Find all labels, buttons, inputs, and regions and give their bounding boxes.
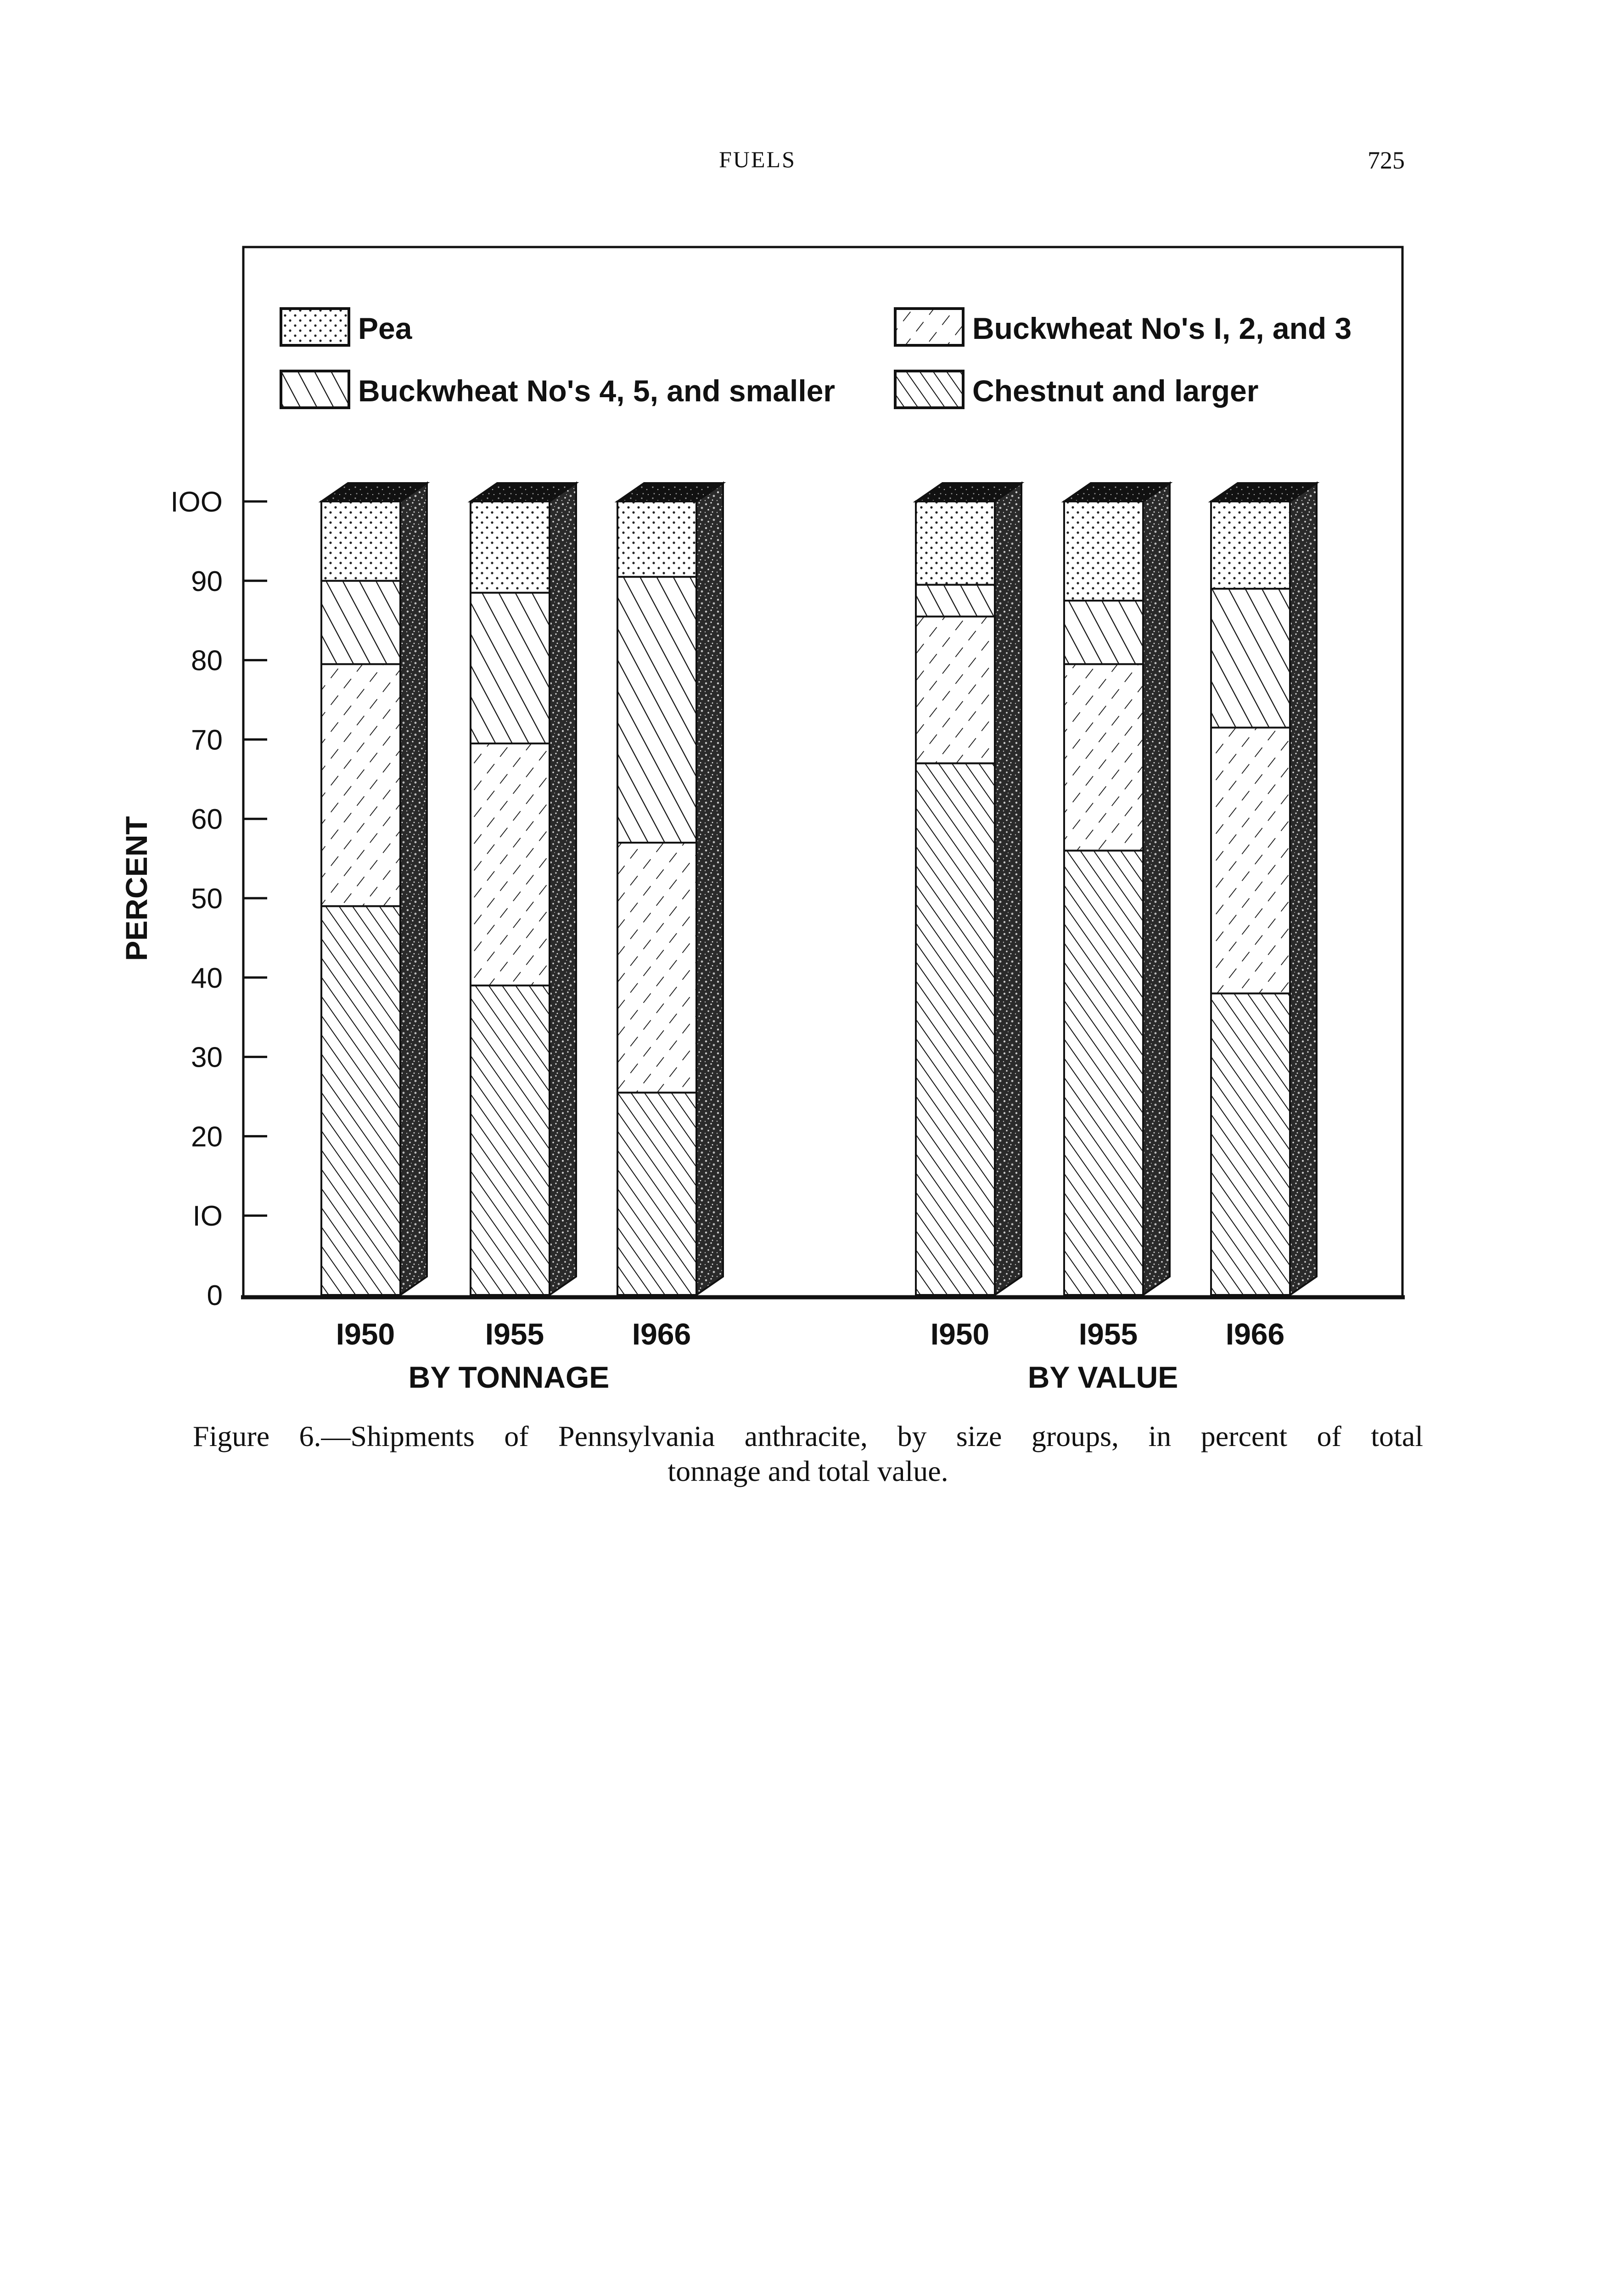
bar-segment-pea <box>321 501 400 581</box>
x-category-label: I955 <box>485 1317 544 1351</box>
x-category-label: I955 <box>1078 1317 1138 1351</box>
y-tick-label: IO <box>192 1200 223 1232</box>
y-tick-label: IOO <box>170 486 223 518</box>
bar-side-face <box>1143 483 1170 1295</box>
bar-2 <box>471 483 576 1295</box>
legend-item-chestnut-and-larger <box>895 371 1258 408</box>
x-category-label: I950 <box>930 1317 990 1351</box>
x-category-label: I966 <box>1225 1317 1285 1351</box>
bar-side-face <box>1290 483 1317 1295</box>
bar-segment-buckwheat-no-s-4-5-and-smaller <box>471 593 550 743</box>
bar-segment-chestnut-and-larger <box>1211 993 1290 1295</box>
bar-5 <box>1064 483 1170 1295</box>
y-tick-label: 80 <box>191 645 223 677</box>
x-group-label-by-tonnage: BY TONNAGE <box>408 1360 610 1394</box>
bar-1 <box>321 483 427 1295</box>
legend-label-buckwheat-no-s-i-2-and-3: Buckwheat No's I, 2, and 3 <box>972 311 1352 345</box>
bar-segment-pea <box>1211 501 1290 589</box>
bar-segment-chestnut-and-larger <box>617 1092 696 1295</box>
y-tick-label: 30 <box>191 1041 223 1074</box>
running-head: FUELS <box>719 146 796 172</box>
legend-label-buckwheat-no-s-4-5-and-smaller: Buckwheat No's 4, 5, and smaller <box>358 374 836 408</box>
y-axis <box>119 486 267 1311</box>
bar-segment-buckwheat-no-s-i-2-and-3 <box>321 664 400 906</box>
page-number: 725 <box>1368 146 1405 174</box>
bar-side-face <box>400 483 427 1295</box>
bar-segment-buckwheat-no-s-i-2-and-3 <box>1211 727 1290 993</box>
bar-segment-pea <box>471 501 550 593</box>
y-tick-label: 40 <box>191 962 223 994</box>
bar-segment-buckwheat-no-s-4-5-and-smaller <box>1064 601 1143 664</box>
bar-segment-buckwheat-no-s-4-5-and-smaller <box>916 585 995 616</box>
x-group-label-by-value: BY VALUE <box>1027 1360 1178 1394</box>
bar-segment-chestnut-and-larger <box>471 985 550 1295</box>
bar-segment-chestnut-and-larger <box>1064 850 1143 1295</box>
bar-6 <box>1211 483 1317 1295</box>
legend-swatch-buckwheat-no-s-4-5-and-smaller <box>281 371 349 408</box>
bar-3 <box>617 483 723 1295</box>
bar-segment-buckwheat-no-s-i-2-and-3 <box>471 743 550 985</box>
bars <box>321 483 1317 1295</box>
x-axis-labels <box>336 1317 1284 1394</box>
legend <box>281 309 1352 408</box>
legend-swatch-pea <box>281 309 349 345</box>
x-category-label: I966 <box>632 1317 691 1351</box>
x-category-label: I950 <box>336 1317 395 1351</box>
y-tick-label: 60 <box>191 804 223 836</box>
y-axis-title: PERCENT <box>119 816 153 961</box>
legend-label-chestnut-and-larger: Chestnut and larger <box>972 374 1259 408</box>
y-tick-label: 50 <box>191 883 223 915</box>
legend-item-buckwheat-no-s-i-2-and-3 <box>895 309 1352 345</box>
figure-caption <box>193 1419 1423 1489</box>
bar-segment-pea <box>916 501 995 585</box>
bar-side-face <box>550 483 576 1295</box>
legend-label-pea: Pea <box>358 311 412 345</box>
bar-segment-pea <box>617 501 696 577</box>
legend-item-buckwheat-no-s-4-5-and-smaller <box>281 371 835 408</box>
bar-segment-buckwheat-no-s-4-5-and-smaller <box>1211 589 1290 727</box>
caption-line-2: tonnage and total value. <box>667 1455 948 1487</box>
bar-side-face <box>696 483 723 1295</box>
bar-segment-buckwheat-no-s-i-2-and-3 <box>1064 664 1143 850</box>
bar-segment-chestnut-and-larger <box>321 906 400 1295</box>
caption-line-1: Figure 6.—Shipments of Pennsylvania anthracite, by size groups, in percent of total <box>193 1420 1423 1452</box>
legend-item-pea <box>281 309 413 345</box>
bar-segment-buckwheat-no-s-i-2-and-3 <box>916 617 995 764</box>
y-tick-label: 0 <box>207 1280 223 1311</box>
bar-segment-chestnut-and-larger <box>916 763 995 1295</box>
legend-swatch-buckwheat-no-s-i-2-and-3 <box>895 309 963 345</box>
y-tick-label: 90 <box>191 565 223 597</box>
bar-side-face <box>995 483 1021 1295</box>
bar-4 <box>916 483 1021 1295</box>
bar-segment-buckwheat-no-s-4-5-and-smaller <box>617 577 696 843</box>
bar-segment-pea <box>1064 501 1143 601</box>
bar-segment-buckwheat-no-s-i-2-and-3 <box>617 843 696 1092</box>
y-tick-label: 20 <box>191 1121 223 1153</box>
legend-swatch-chestnut-and-larger <box>895 371 963 408</box>
y-tick-label: 70 <box>191 724 223 756</box>
bar-segment-buckwheat-no-s-4-5-and-smaller <box>321 581 400 664</box>
